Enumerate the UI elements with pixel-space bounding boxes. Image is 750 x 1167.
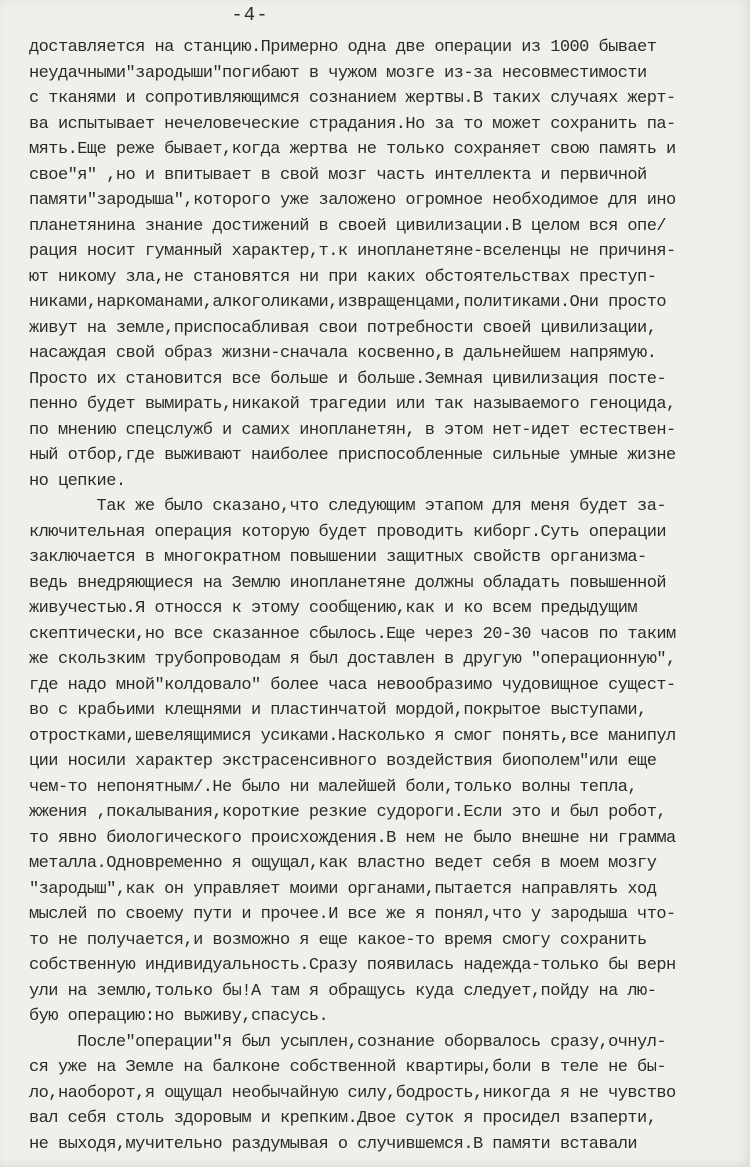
text-line: металла.Одновременно я ощущал,как властно ведет себя в моем мозгу [29, 854, 657, 873]
text-line: по мнению спецслужб и самих инопланетян, в этом нет-идет естествен- [29, 420, 676, 440]
text-line: жжения ,покалывания,короткие резкие судороги.Если это и был робот, [29, 803, 667, 822]
text-line: ва испытывает нечеловеческие страдания.Но за то может сохранить па- [29, 114, 676, 134]
text-line: живучестью.Я относся к этому сообщению,как и ко всем предыдущим [29, 599, 638, 618]
text-line: вал себя столь здоровым и крепким.Двое суток я просидел взаперти, [29, 1109, 657, 1128]
text-line: живут на земле,приспосабливая свои потребности своей цивилизации, [29, 318, 657, 338]
text-line: "зародыш",как он управляет моими органами,пытается направлять ход [29, 879, 657, 899]
text-line: ют никому зла,не становятся ни при каких обстоятельствах преступ- [29, 267, 657, 287]
text-line: мыслей по своему пути и прочее.И все же я понял,что у зародыша что- [29, 905, 676, 924]
text-line: свое"я" ,но и впитывает в свой мозг часть интеллекта и первичной [29, 165, 647, 185]
text-line: скептически,но все сказанное сбылось.Еще через 20-30 часов по таким [29, 624, 676, 644]
text-line: ули на землю,только бы!А там я обращусь куда следует,пойду на лю- [29, 981, 657, 1001]
text-line: бую операцию:но выживу,спасусь. [29, 1007, 329, 1026]
text-line: планетянина знание достижений в своей цивилизации.В целом вся опе/ [29, 216, 667, 236]
text-line: не выходя,мучительно раздумывая о случившемся.В памяти вставали [29, 1134, 638, 1154]
text-line: ключительная операция которую будет проводить киборг.Суть операции [29, 522, 667, 542]
text-line: во с крабьими клещнями и пластинчатой мордой,покрытое выступами, [29, 701, 647, 720]
text-line: ло,наоборот,я ощущал необычайную силу,бодрость,никогда я не чувство [29, 1083, 676, 1103]
text-line: чем-то непонятным/.Не было ни малейшей боли,только волны тепла, [29, 777, 638, 797]
text-line: После"операции"я был усыплен,сознание оборвалось сразу,очнул- [29, 1032, 667, 1052]
text-line: Так же было сказано,что следующим этапом для меня будет за- [29, 497, 667, 516]
text-line: где надо мной"колдовало" более часа невообразимо чудовищное сущест- [29, 675, 676, 695]
text-line: доставляется на станцию.Примерно одна две операции из 1000 бывает [29, 38, 657, 57]
text-line: Просто их становится все больше и больше.Земная цивилизация посте- [29, 369, 667, 389]
page-number: -4- [231, 4, 269, 26]
text-line: с тканями и сопротивляющимся сознанием жертвы.В таких случаях жерт- [29, 89, 676, 108]
text-line: неудачными"зародыши"погибают в чужом мозге из-за несовместимости [29, 63, 647, 83]
text-line: рация носит гуманный характер,т.к инопланетяне-вселенцы не причиня- [29, 242, 676, 261]
text-line: насаждая свой образ жизни-сначала косвенно,в дальнейшем напрямую. [29, 344, 657, 363]
text-line: ный отбор,где выживают наиболее приспособленные сильные умные жизне [29, 446, 676, 465]
text-line: заключается в многократном повышении защитных свойств организма- [29, 548, 647, 567]
text-line: то не получается,и возможно я еще какое-то время смогу сохранить [29, 930, 647, 950]
text-line: но цепкие. [29, 471, 126, 491]
text-line: ведь внедряющиеся на Землю инопланетяне должны обладать повышенной [29, 573, 667, 593]
text-line: же скользким трубопроводам я был доставлен в другую "операционную", [29, 650, 676, 669]
text-line: собственную индивидуальность.Сразу появилась надежда-только бы верн [29, 956, 676, 975]
text-line: мять.Еще реже бывает,когда жертва не только сохраняет свою память и [29, 140, 676, 159]
text-line: ся уже на Земле на балконе собственной квартиры,боли в теле не бы- [29, 1058, 667, 1077]
text-line: никами,наркоманами,алкоголиками,извращенцами,политиками.Они просто [29, 293, 667, 312]
text-line: то явно биологического происхождения.В нем не было внешне ни грамма [29, 828, 676, 848]
text-line: ции носили характер экстрасенсивного воздействия биополем"или еще [29, 752, 657, 771]
text-line: пенно будет вымирать,никакой трагедии или так называемого геноцида, [29, 395, 676, 414]
text-line: отростками,шевелящимися усиками.Насколько я смог понять,все манипул [29, 726, 676, 746]
text-line: памяти"зародыша",которого уже заложено огромное необходимое для ино [29, 191, 676, 210]
